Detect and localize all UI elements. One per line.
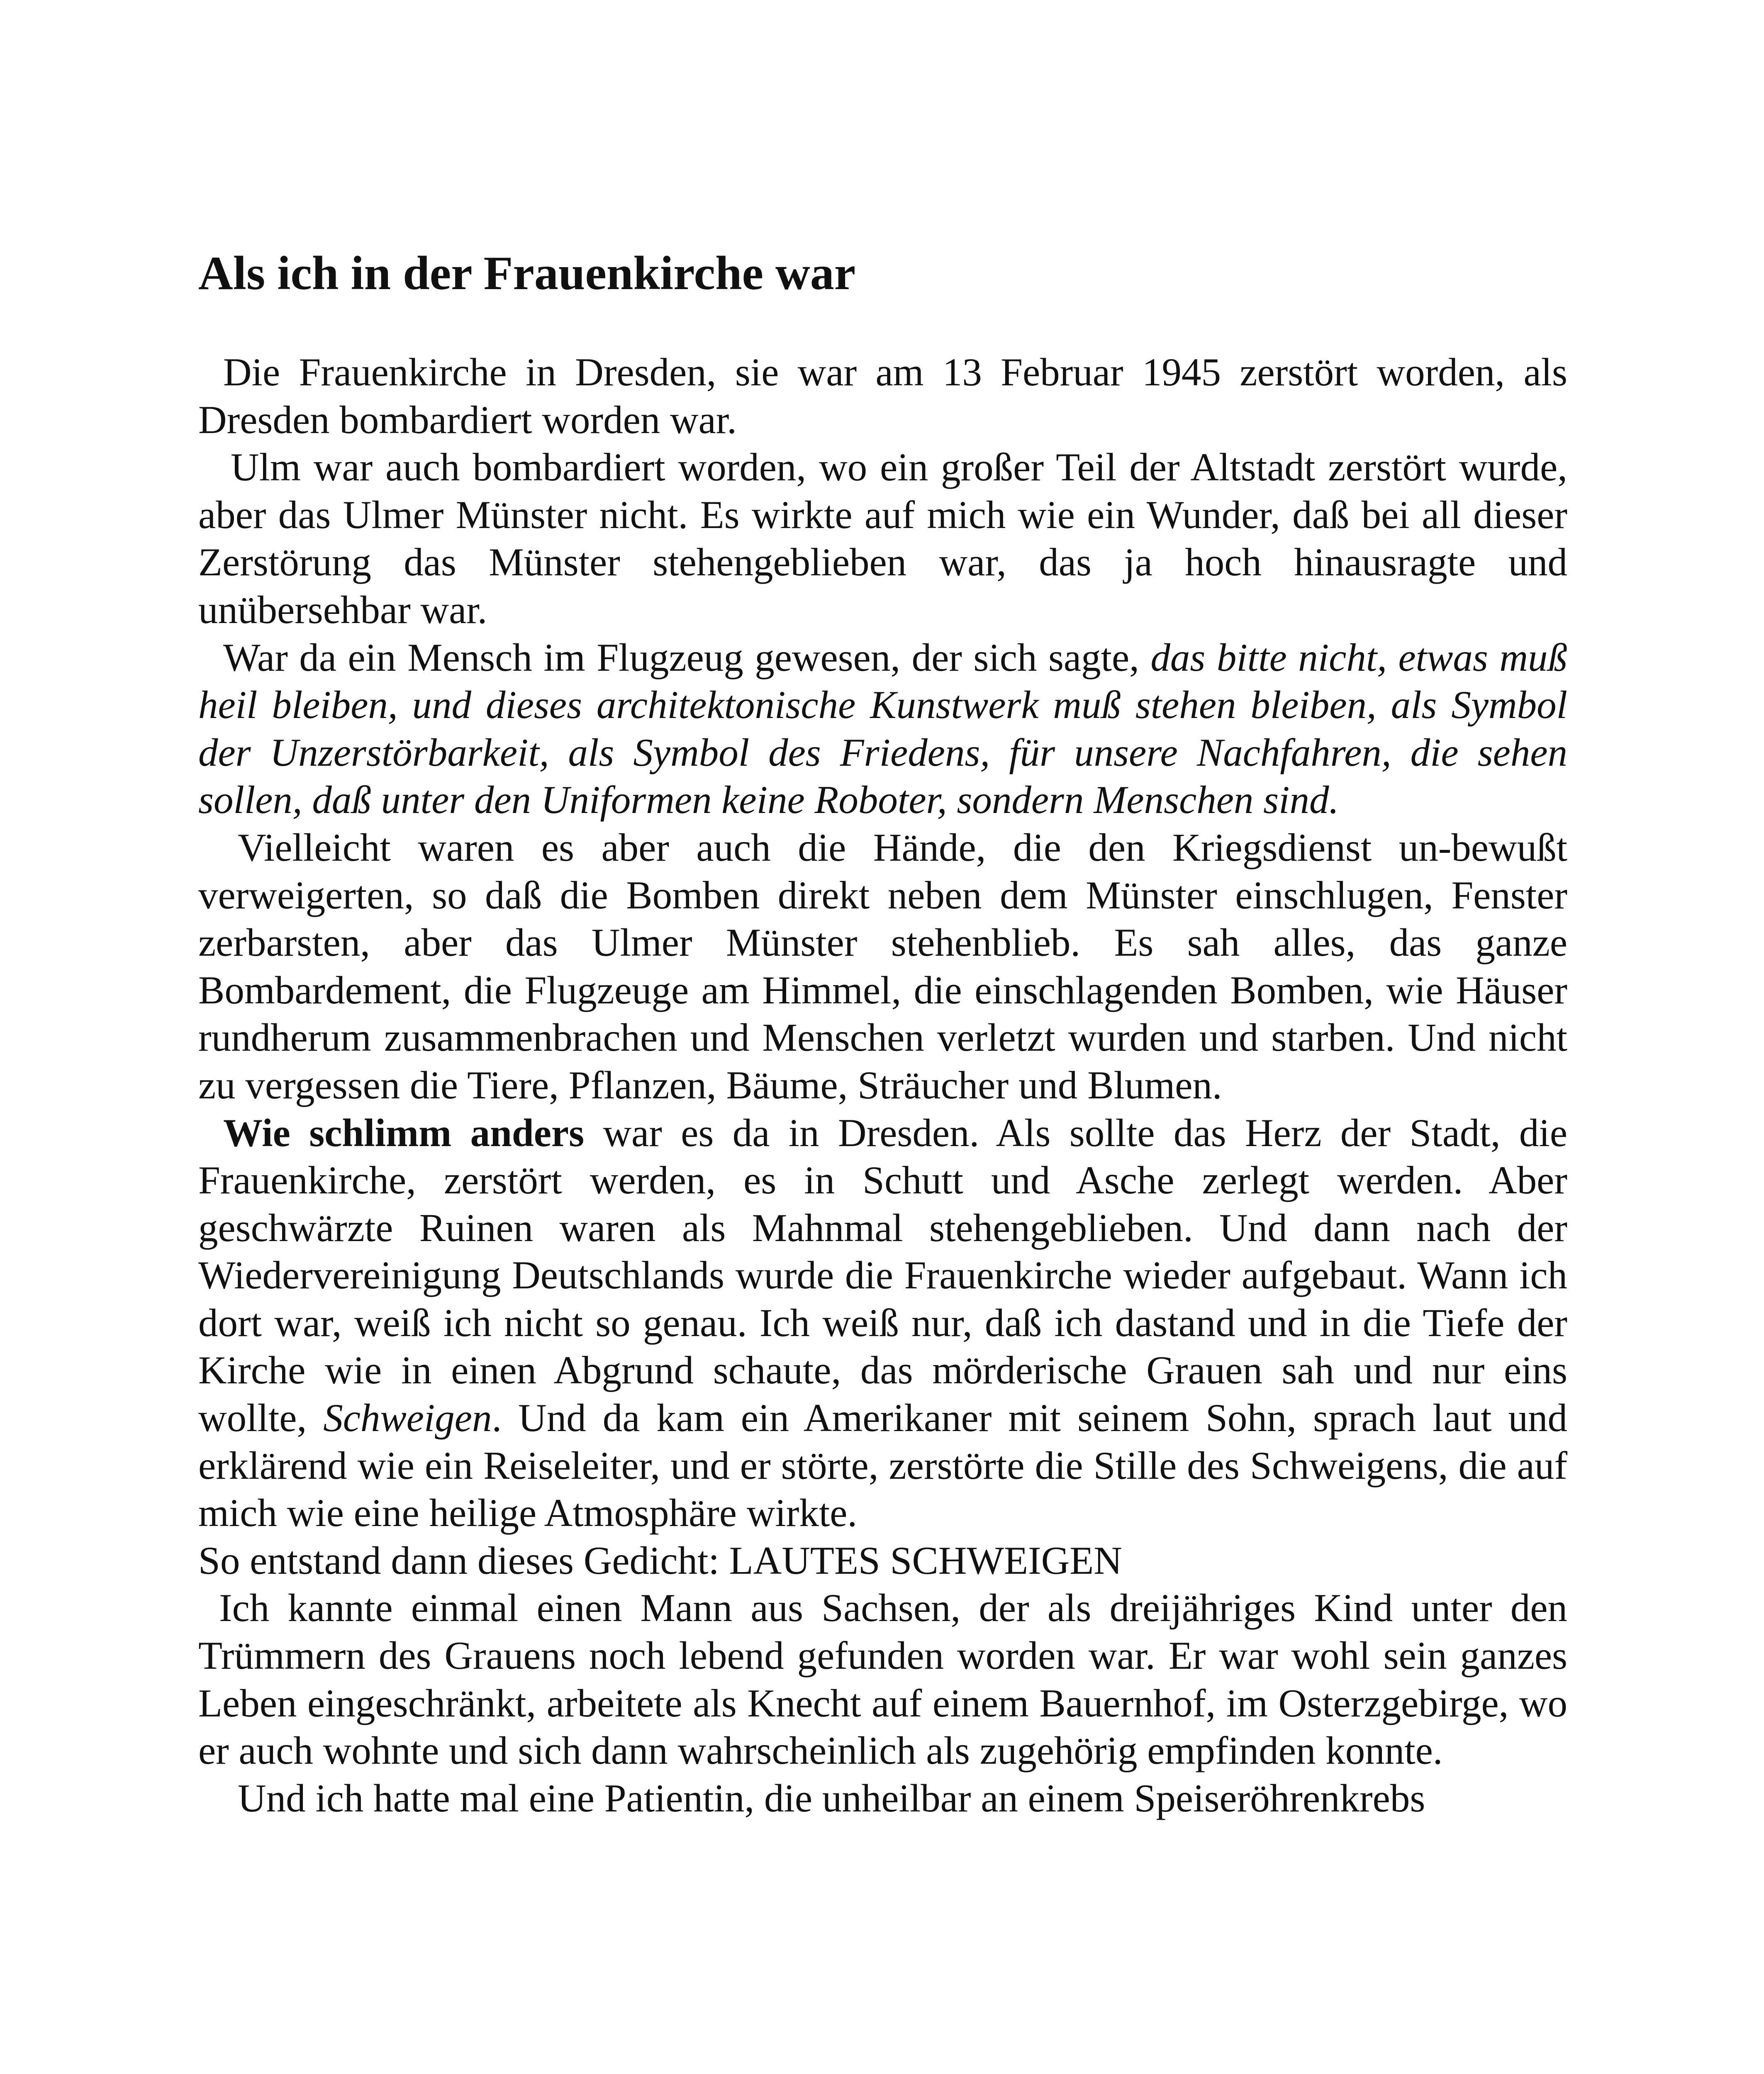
paragraph-3 xyxy=(198,634,1567,824)
paragraph-5-end: . Und da kam ein Amerikaner mit seinem Sohn, sprach laut und erklärend wie ein Reiseleiter, und er störte, zerstörte die Stille des Schweigens, die auf mich wie eine heilige Atmosphäre wirkte. xyxy=(198,1396,1567,1535)
paragraph-7: Ich kannte einmal einen Mann aus Sachsen, der als dreijähriges Kind unter den Trümmern des Grauens noch lebend gefunden worden war. Er war wohl sein ganzes Leben eingeschränkt, arbeitete als Knecht auf einem Bauernhof, im Osterzgebirge, wo er auch wohnte und sich dann wahrscheinlich als zugehörig empfinden konnte. xyxy=(198,1586,1567,1773)
paragraph-3-lead: War da ein Mensch im Flugzeug gewesen, der sich sagte, xyxy=(223,635,1151,679)
paragraph-2: Ulm war auch bombardiert worden, wo ein großer Teil der Altstadt zerstört wurde, aber das Ulmer Münster nicht. Es wirkte auf mich wie ein Wunder, daß bei all dieser Zerstörung das Münster stehengeblieben war, das ja hoch hinausragte und unübersehbar war. xyxy=(198,445,1567,632)
paragraph-8: Und ich hatte mal eine Patientin, die unheilbar an einem Speiseröhrenkrebs xyxy=(238,1776,1425,1820)
body-text xyxy=(198,348,1567,1822)
paragraph-1: Die Frauenkirche in Dresden, sie war am 13 Februar 1945 zerstört worden, als Dresden bombardiert worden war. xyxy=(198,350,1567,442)
chapter-title: Als ich in der Frauenkirche war xyxy=(198,247,856,300)
paragraph-5-middle: war es da in Dresden. Als sollte das Herz der Stadt, die Frauenkirche, zerstört werden, es in Schutt und Asche zerlegt werden. Aber geschwärzte Ruinen waren als Mahnmal stehengeblieben. Und dann nach der Wiedervereinigung Deutschlands wurde die Frauenkirche wieder aufgebaut. Wann ich dort war, weiß ich nicht so genau. Ich weiß nur, daß ich dastand und in die Tiefe der Kirche wie in einen Abgrund schaute, das mörderische Grauen sah und nur eins wollte, xyxy=(198,1110,1567,1440)
paragraph-5-italic: Schweigen xyxy=(323,1396,492,1440)
paragraph-6: So entstand dann dieses Gedicht: LAUTES SCHWEIGEN xyxy=(198,1538,1122,1582)
paragraph-5 xyxy=(198,1109,1567,1537)
paragraph-3-italic: das bitte nicht, etwas muß heil bleiben, und dieses architektonische Kunstwerk muß stehen bleiben, als Symbol der Unzerstörbarkeit, als Symbol des Friedens, für unsere Nachfahren, die sehen sollen, daß unter den Uniformen keine Roboter, sondern Menschen sind. xyxy=(198,635,1567,822)
paragraph-4: Vielleicht waren es aber auch die Hände, die den Kriegsdienst un-bewußt verweigerten, so daß die Bomben direkt neben dem Münster einschlugen, Fenster zerbarsten, aber das Ulmer Münster stehenblieb. Es sah alles, das ganze Bombardement, die Flugzeuge am Himmel, die einschlagenden Bomben, wie Häuser rundherum zusammenbrachen und Menschen verletzt wurden und starben. Und nicht zu vergessen die Tiere, Pflanzen, Bäume, Sträucher und Blumen. xyxy=(198,825,1567,1107)
paragraph-5-bold: Wie schlimm anders xyxy=(223,1110,585,1155)
